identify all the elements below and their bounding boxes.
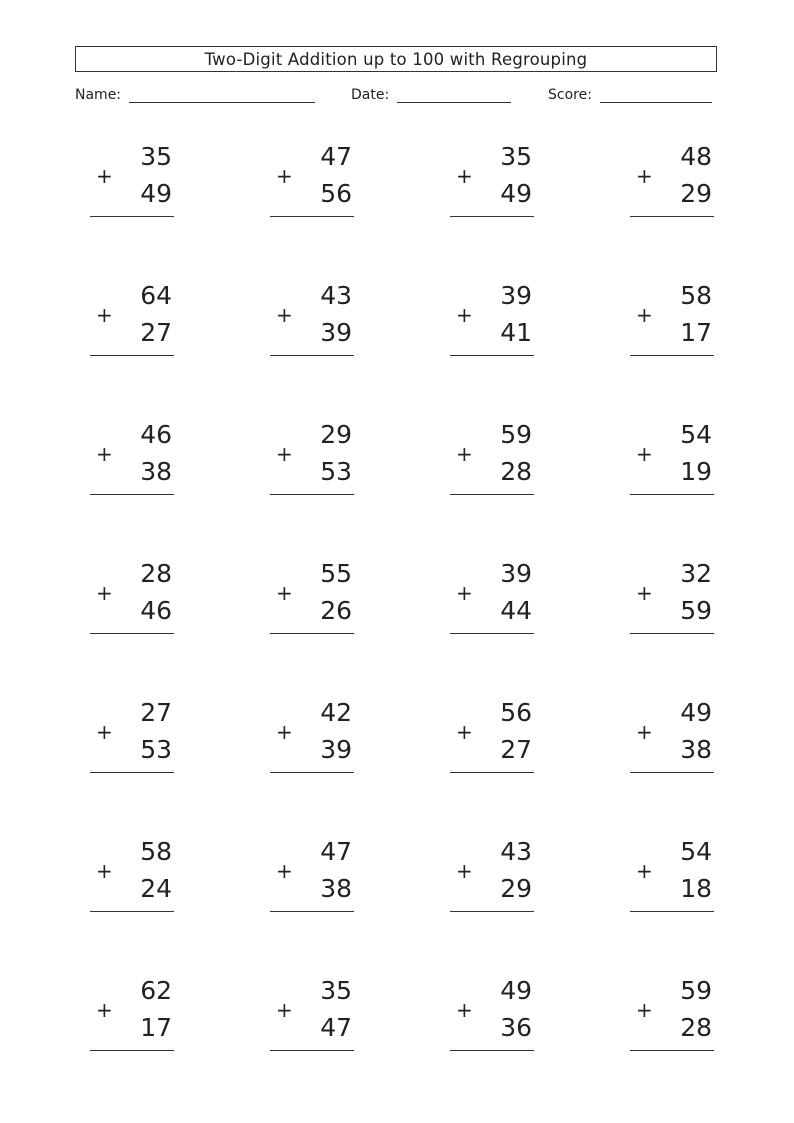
top-addend: 54 (680, 420, 712, 449)
plus-sign: + (456, 720, 473, 744)
top-addend: 32 (680, 559, 712, 588)
top-addend: 59 (500, 420, 532, 449)
top-addend: 58 (140, 837, 172, 866)
score-label: Score: (548, 87, 592, 103)
plus-sign: + (276, 303, 293, 327)
bottom-addend: 39 (320, 318, 352, 347)
top-addend: 35 (320, 976, 352, 1005)
addition-problem (450, 421, 560, 501)
bottom-addend: 49 (140, 179, 172, 208)
bottom-addend: 38 (680, 735, 712, 764)
answer-line[interactable] (450, 911, 534, 912)
addition-problem (270, 560, 380, 640)
answer-line[interactable] (270, 633, 354, 634)
top-addend: 42 (320, 698, 352, 727)
plus-sign: + (636, 164, 653, 188)
answer-line[interactable] (450, 355, 534, 356)
bottom-addend: 19 (680, 457, 712, 486)
plus-sign: + (276, 442, 293, 466)
plus-sign: + (636, 859, 653, 883)
answer-line[interactable] (270, 216, 354, 217)
answer-line[interactable] (90, 772, 174, 773)
top-addend: 27 (140, 698, 172, 727)
bottom-addend: 38 (320, 874, 352, 903)
top-addend: 49 (500, 976, 532, 1005)
answer-line[interactable] (450, 772, 534, 773)
answer-line[interactable] (90, 911, 174, 912)
answer-line[interactable] (90, 216, 174, 217)
addition-problem (450, 282, 560, 362)
top-addend: 47 (320, 837, 352, 866)
addition-problem (630, 421, 740, 501)
plus-sign: + (96, 442, 113, 466)
answer-line[interactable] (630, 772, 714, 773)
bottom-addend: 29 (500, 874, 532, 903)
addition-problem (630, 560, 740, 640)
plus-sign: + (456, 442, 473, 466)
top-addend: 43 (320, 281, 352, 310)
bottom-addend: 44 (500, 596, 532, 625)
top-addend: 47 (320, 142, 352, 171)
top-addend: 56 (500, 698, 532, 727)
top-addend: 62 (140, 976, 172, 1005)
answer-line[interactable] (450, 633, 534, 634)
answer-line[interactable] (450, 494, 534, 495)
answer-line[interactable] (270, 1050, 354, 1051)
top-addend: 54 (680, 837, 712, 866)
plus-sign: + (276, 720, 293, 744)
plus-sign: + (456, 998, 473, 1022)
name-label: Name: (75, 87, 122, 103)
plus-sign: + (636, 303, 653, 327)
addition-problem (450, 560, 560, 640)
top-addend: 64 (140, 281, 172, 310)
answer-line[interactable] (450, 216, 534, 217)
top-addend: 55 (320, 559, 352, 588)
worksheet-title: Two-Digit Addition up to 100 with Regrouping (75, 46, 717, 72)
bottom-addend: 18 (680, 874, 712, 903)
answer-line[interactable] (90, 494, 174, 495)
answer-line[interactable] (630, 633, 714, 634)
bottom-addend: 29 (680, 179, 712, 208)
addition-problem (630, 143, 740, 223)
answer-line[interactable] (630, 355, 714, 356)
top-addend: 43 (500, 837, 532, 866)
plus-sign: + (636, 442, 653, 466)
bottom-addend: 36 (500, 1013, 532, 1042)
addition-problem (270, 421, 380, 501)
plus-sign: + (456, 581, 473, 605)
addition-problem (450, 977, 560, 1057)
plus-sign: + (456, 303, 473, 327)
addition-problem (450, 838, 560, 918)
bottom-addend: 47 (320, 1013, 352, 1042)
plus-sign: + (96, 859, 113, 883)
addition-problem (630, 282, 740, 362)
addition-problem (90, 421, 200, 501)
addition-problem (270, 699, 380, 779)
plus-sign: + (96, 720, 113, 744)
bottom-addend: 17 (680, 318, 712, 347)
top-addend: 35 (500, 142, 532, 171)
answer-line[interactable] (270, 494, 354, 495)
answer-line[interactable] (90, 1050, 174, 1051)
plus-sign: + (276, 859, 293, 883)
plus-sign: + (96, 164, 113, 188)
addition-problem (90, 560, 200, 640)
answer-line[interactable] (270, 772, 354, 773)
answer-line[interactable] (630, 911, 714, 912)
bottom-addend: 49 (500, 179, 532, 208)
bottom-addend: 56 (320, 179, 352, 208)
answer-line[interactable] (270, 355, 354, 356)
plus-sign: + (636, 998, 653, 1022)
top-addend: 59 (680, 976, 712, 1005)
top-addend: 58 (680, 281, 712, 310)
plus-sign: + (96, 998, 113, 1022)
top-addend: 49 (680, 698, 712, 727)
bottom-addend: 27 (140, 318, 172, 347)
plus-sign: + (636, 720, 653, 744)
answer-line[interactable] (450, 1050, 534, 1051)
addition-problem (90, 143, 200, 223)
bottom-addend: 38 (140, 457, 172, 486)
addition-problem (270, 282, 380, 362)
top-addend: 39 (500, 559, 532, 588)
addition-problem (450, 699, 560, 779)
top-addend: 35 (140, 142, 172, 171)
bottom-addend: 27 (500, 735, 532, 764)
answer-line[interactable] (630, 494, 714, 495)
bottom-addend: 53 (140, 735, 172, 764)
answer-line[interactable] (90, 355, 174, 356)
bottom-addend: 59 (680, 596, 712, 625)
addition-problem (630, 977, 740, 1057)
plus-sign: + (456, 859, 473, 883)
addition-problem (270, 143, 380, 223)
plus-sign: + (276, 164, 293, 188)
plus-sign: + (636, 581, 653, 605)
addition-problem (270, 838, 380, 918)
answer-line[interactable] (630, 216, 714, 217)
answer-line[interactable] (630, 1050, 714, 1051)
top-addend: 28 (140, 559, 172, 588)
addition-problem (90, 282, 200, 362)
top-addend: 39 (500, 281, 532, 310)
addition-problem (90, 838, 200, 918)
answer-line[interactable] (90, 633, 174, 634)
bottom-addend: 24 (140, 874, 172, 903)
top-addend: 29 (320, 420, 352, 449)
plus-sign: + (276, 581, 293, 605)
top-addend: 46 (140, 420, 172, 449)
top-addend: 48 (680, 142, 712, 171)
bottom-addend: 41 (500, 318, 532, 347)
bottom-addend: 17 (140, 1013, 172, 1042)
plus-sign: + (276, 998, 293, 1022)
bottom-addend: 46 (140, 596, 172, 625)
bottom-addend: 28 (500, 457, 532, 486)
addition-problem (90, 977, 200, 1057)
bottom-addend: 53 (320, 457, 352, 486)
plus-sign: + (96, 581, 113, 605)
bottom-addend: 28 (680, 1013, 712, 1042)
plus-sign: + (96, 303, 113, 327)
addition-problem (630, 838, 740, 918)
answer-line[interactable] (270, 911, 354, 912)
addition-problem (90, 699, 200, 779)
bottom-addend: 39 (320, 735, 352, 764)
addition-problem (270, 977, 380, 1057)
addition-problem (630, 699, 740, 779)
plus-sign: + (456, 164, 473, 188)
addition-problem (450, 143, 560, 223)
date-label: Date: (351, 87, 390, 103)
bottom-addend: 26 (320, 596, 352, 625)
